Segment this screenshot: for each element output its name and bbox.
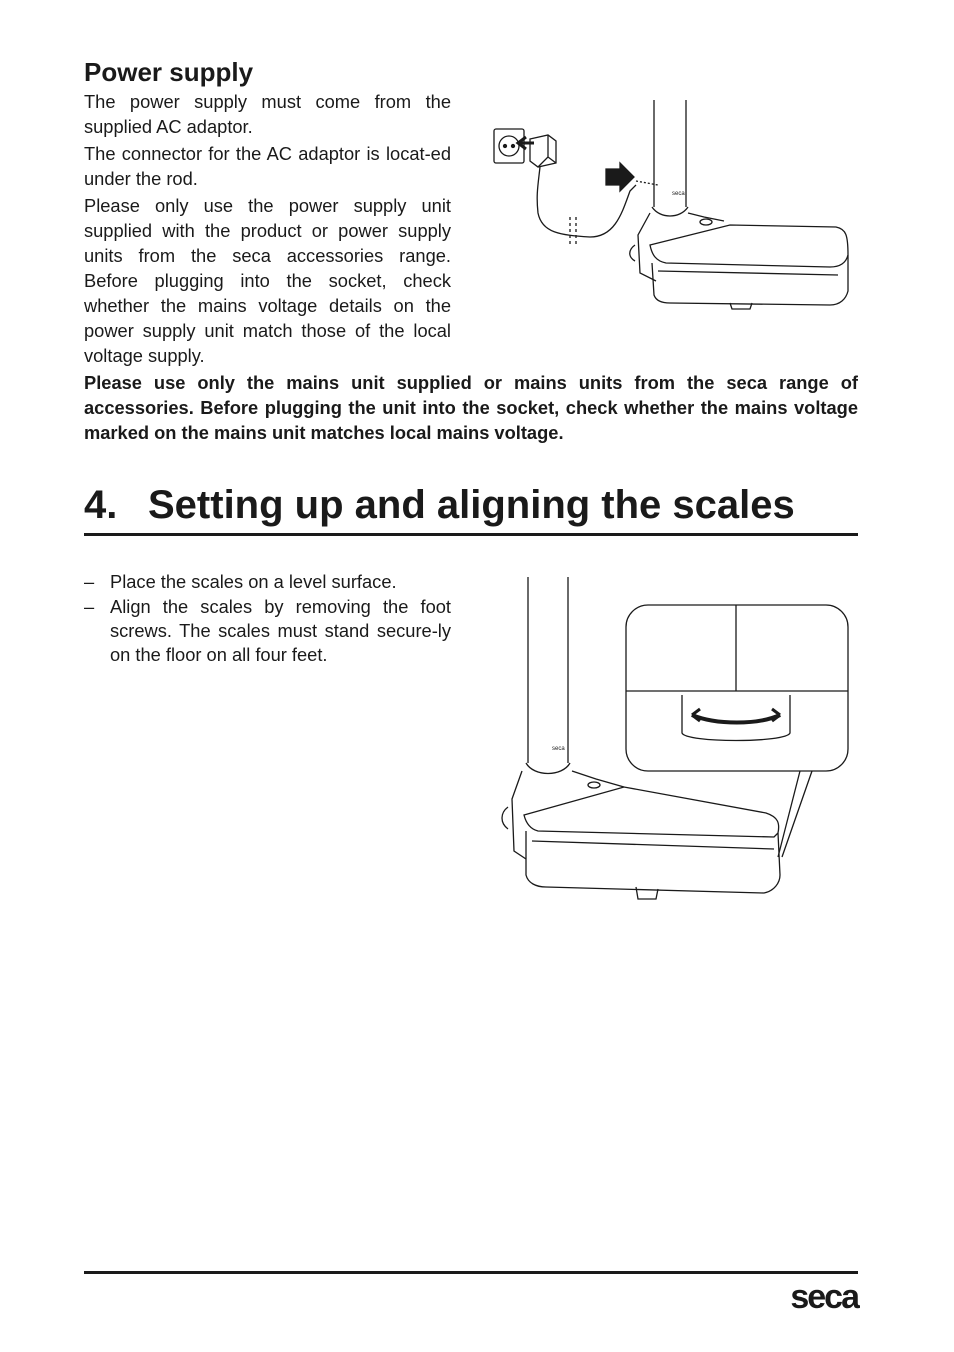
paragraph-connector-location: The connector for the AC adaptor is locat-ed under the rod. (84, 143, 451, 189)
list-item: – Place the scales on a level surface. (84, 571, 397, 592)
paragraph-adaptor-source: The power supply must come from the supplied AC adaptor. (84, 91, 451, 137)
foot-detail-callout (626, 605, 848, 771)
scale-alignment-illustration (496, 575, 856, 905)
seca-logo (770, 1276, 860, 1316)
footer-divider (84, 1271, 858, 1274)
section-heading-power-supply: Power supply (84, 57, 254, 87)
svg-text:seca: seca (672, 191, 685, 197)
section-number: 4. (84, 483, 118, 527)
list-item: – Align the scales by removing the foot screws. The scales must stand secure-ly on the floor on all four feet. (84, 596, 451, 665)
svg-text:seca: seca (552, 746, 565, 752)
section-title-text: Setting up and aligning the scales (148, 483, 795, 527)
ac-adaptor-icon (530, 135, 556, 167)
section-divider (84, 533, 858, 536)
svg-text:seca: seca (790, 1278, 858, 1316)
section-title (84, 480, 858, 530)
setup-steps-list (84, 570, 451, 668)
paragraph-power-supply-instructions: Please only use the power supply unit supplied with the product or power supply units from the seca accessories range. Before plugging into the socket, check whether the mains voltage details on the power supply unit match those of the local voltage supply. (84, 195, 451, 366)
plug-arrow-icon (606, 163, 634, 191)
warning-text: Please use only the mains unit supplied or mains units from the seca range of accessories. Before plugging the unit into the socket, check whether the mains voltage marked on the mains unit matches local mains voltage. (84, 372, 858, 443)
power-supply-illustration (490, 95, 860, 320)
